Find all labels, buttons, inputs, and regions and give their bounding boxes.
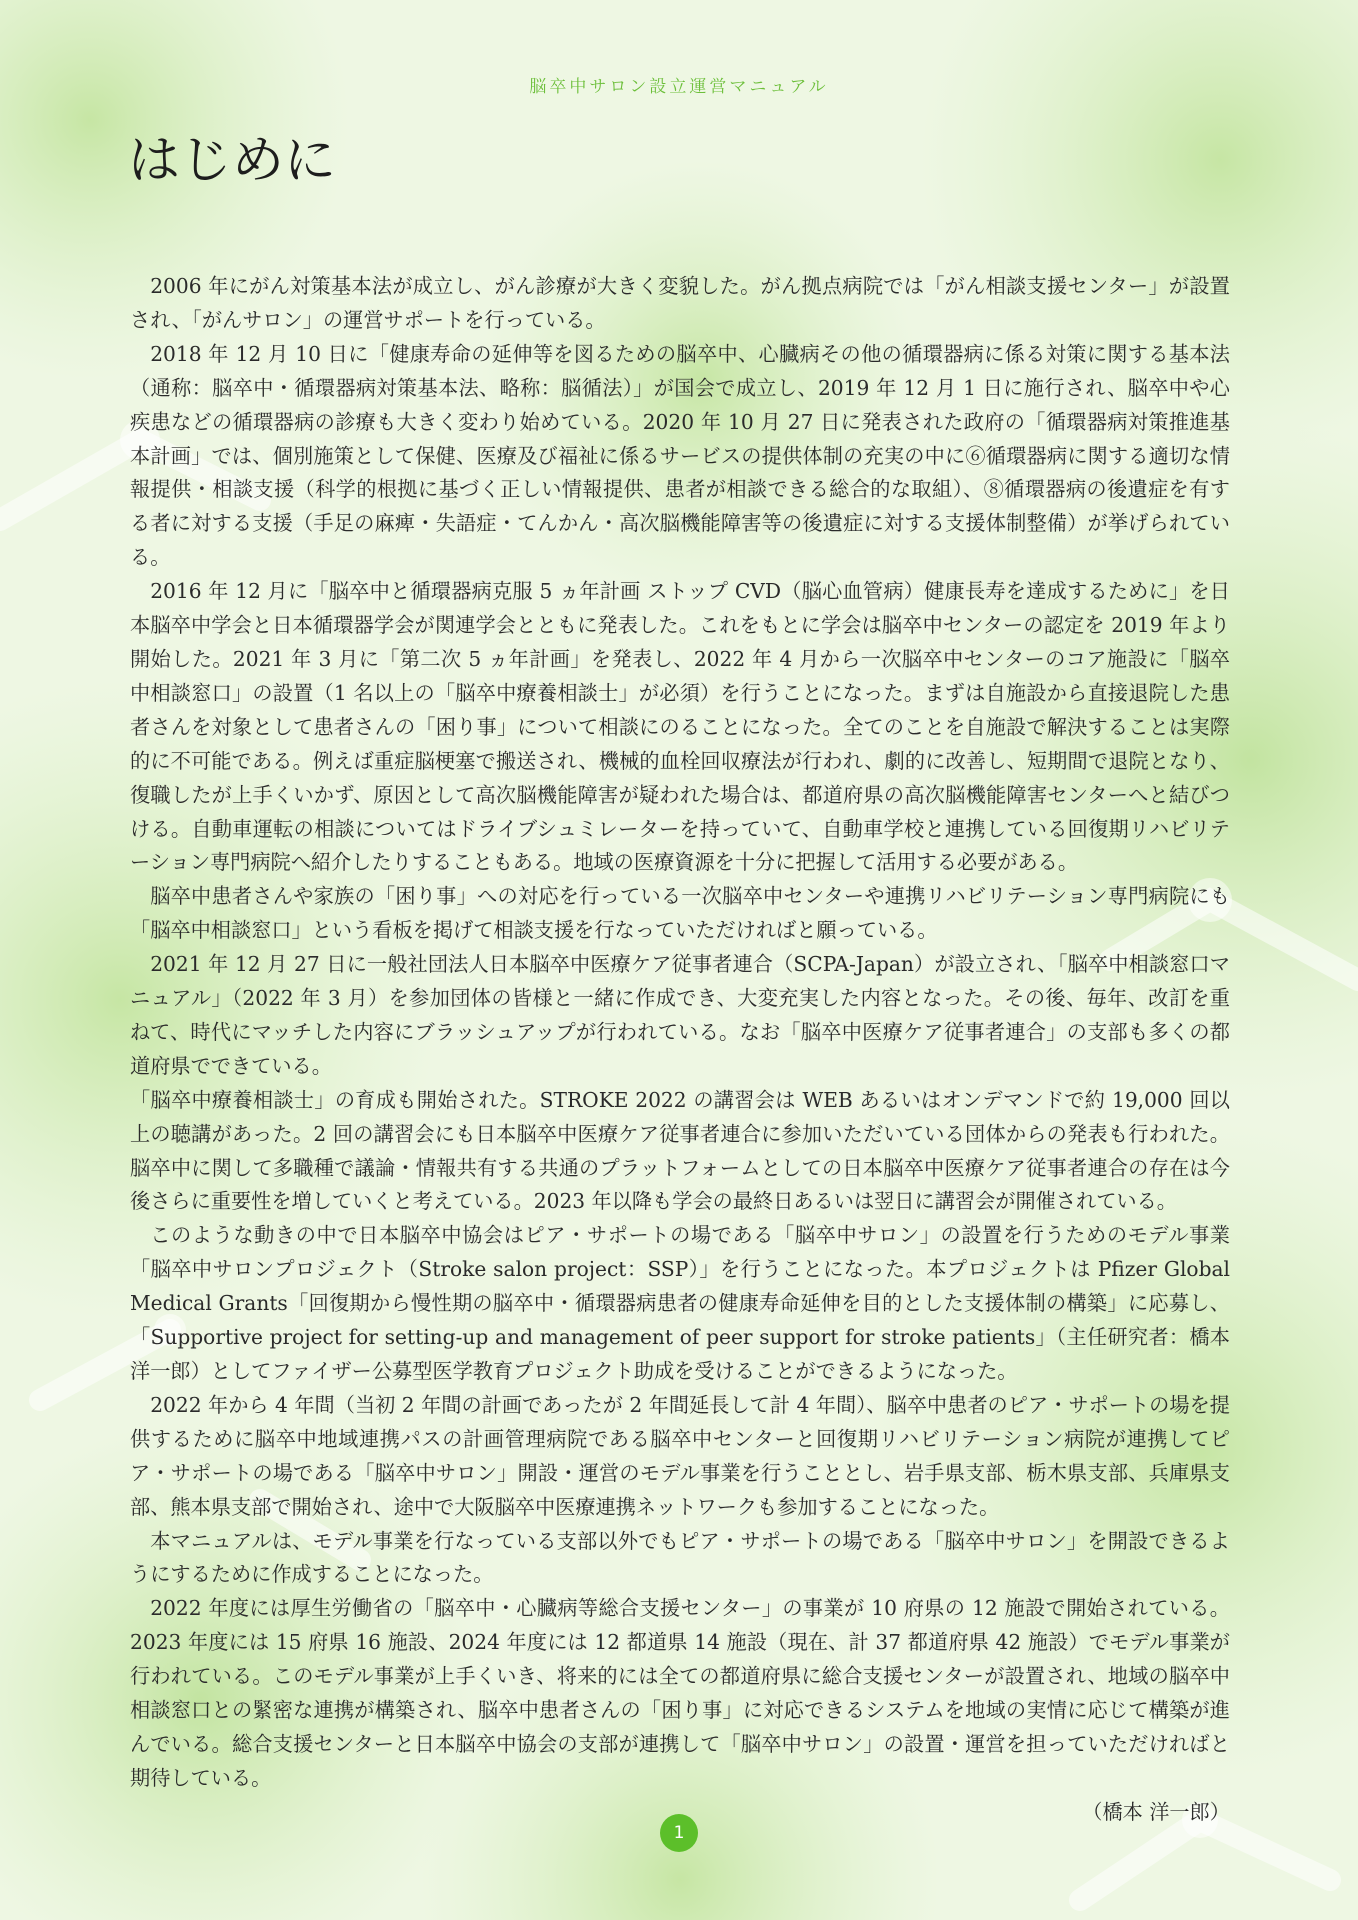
page-number-badge: 1 bbox=[660, 1814, 698, 1852]
paragraph: このような動きの中で日本脳卒中協会はピア・サポートの場である「脳卒中サロン」の設置を行うためのモデル事業「脳卒中サロンプロジェクト（Stroke salon project：SSP）」を行うことになった。本プロジェクトは Pfizer Global Medical Grants「回復期から慢性期の脳卒中・循環器病患者の健康寿命延伸を目的とした支援体制の構築」に応募し、「Supportive project for setting-up and management of peer support for stroke patients」（主任研究者：橋本洋一郎）としてファイザー公募型医学教育プロジェクト助成を受けることができるようになった。 bbox=[130, 1223, 1230, 1383]
paragraph: 「脳卒中療養相談士」の育成も開始された。STROKE 2022 の講習会は WEB あるいはオンデマンドで約 19,000 回以上の聴講があった。2 回の講習会にも日本脳卒中医療ケア従事者連合に参加いただいている団体からの発表も行われた。脳卒中に関して多職種で議論・情報共有する共通のプラットフォームとしての日本脳卒中医療ケア従事者連合の存在は今後さらに重要性を増していくと考えている。2023 年以降も学会の最終日あるいは翌日に講習会が開催されている。 bbox=[130, 1087, 1230, 1214]
page-title: はじめに bbox=[128, 131, 337, 191]
paragraph: 2022 年度には厚生労働省の「脳卒中・心臓病等総合支援センター」の事業が 10 府県の 12 施設で開始されている。2023 年度には 15 府県 16 施設、2024 年度には 12 都道県 14 施設（現在、計 37 都道府県 42 施設）でモデル事業が行われている。このモデル事業が上手くいき、将来的には全ての都道府県に総合支援センターが設置され、地域の脳卒中相談窓口との緊密な連携が構築され、脳卒中患者さんの「困り事」に対応できるシステムを地域の実情に応じて構築が進んでいる。総合支援センターと日本脳卒中協会の支部が連携して「脳卒中サロン」の設置・運営を担っていただければと期待している。 bbox=[130, 1596, 1230, 1790]
paragraph: 2016 年 12 月に「脳卒中と循環器病克服 5 ヵ年計画 ストップ CVD（脳心血管病）健康長寿を達成するために」を日本脳卒中学会と日本循環器学会が関連学会とともに発表した。これをもとに学会は脳卒中センターの認定を 2019 年より開始した。2021 年 3 月に「第二次 5 ヵ年計画」を発表し、2022 年 4 月から一次脳卒中センターのコア施設に「脳卒中相談窓口」の設置（1 名以上の「脳卒中療養相談士」が必須）を行うことになった。まずは自施設から直接退院した患者さんを対象として患者さんの「困り事」について相談にのることになった。全てのことを自施設で解決することは実際的に不可能である。例えば重症脳梗塞で搬送され、機械的血栓回収療法が行われ、劇的に改善し、短期間で退院となり、復職したが上手くいかず、原因として高次脳機能障害が疑われた場合は、都道府県の高次脳機能障害センターへと結びつける。自動車運転の相談についてはドライブシュミレーターを持っていて、自動車学校と連携している回復期リハビリテーション専門病院へ紹介したりすることもある。地域の医療資源を十分に把握して活用する必要がある。 bbox=[130, 579, 1230, 875]
running-header: 脳卒中サロン設立運営マニュアル bbox=[529, 77, 829, 97]
paragraph: 2021 年 12 月 27 日に一般社団法人日本脳卒中医療ケア従事者連合（SCPA-Japan）が設立され、「脳卒中相談窓口マニュアル」（2022 年 3 月）を参加団体の皆様と一緒に作成でき、大変充実した内容となった。その後、毎年、改訂を重ねて、時代にマッチした内容にブラッシュアップが行われている。なお「脳卒中医療ケア従事者連合」の支部も多くの都道府県でできている。 bbox=[130, 952, 1230, 1078]
paragraph: 脳卒中患者さんや家族の「困り事」への対応を行っている一次脳卒中センターや連携リハビリテーション専門病院にも「脳卒中相談窓口」という看板を掲げて相談支援を行なっていただければと願っている。 bbox=[130, 884, 1230, 943]
paragraph: 2018 年 12 月 10 日に「健康寿命の延伸等を図るための脳卒中、心臓病その他の循環器病に係る対策に関する基本法（通称：脳卒中・循環器病対策基本法、略称：脳循法）」が国会で成立し、2019 年 12 月 1 日に施行され、脳卒中や心疾患などの循環器病の診療も大きく変わり始めている。2020 年 10 月 27 日に発表された政府の「循環器病対策推進基本計画」では、個別施策として保健、医療及び福祉に係るサービスの提供体制の充実の中に⑥循環器病に関する適切な情報提供・相談支援（科学的根拠に基づく正しい情報提供、患者が相談できる総合的な取組）、⑧循環器病の後遺症を有する者に対する支援（手足の麻痺・失語症・てんかん・高次脳機能障害等の後遺症に対する支援体制整備）が挙げられている。 bbox=[130, 341, 1230, 570]
paragraph: 本マニュアルは、モデル事業を行なっている支部以外でもピア・サポートの場である「脳卒中サロン」を開設できるようにするために作成することになった。 bbox=[130, 1528, 1230, 1587]
author-signature: （橋本 洋一郎） bbox=[1082, 1799, 1230, 1824]
paragraph: 2006 年にがん対策基本法が成立し、がん診療が大きく変貌した。がん拠点病院では「がん相談支援センター」が設置され、「がんサロン」の運営サポートを行っている。 bbox=[130, 274, 1230, 332]
paragraph: 2022 年から 4 年間（当初 2 年間の計画であったが 2 年間延長して計 4 年間）、脳卒中患者のピア・サポートの場を提供するために脳卒中地域連携パスの計画管理病院である脳卒中センターと回復期リハビリテーション病院が連携してピア・サポートの場である「脳卒中サロン」開設・運営のモデル事業を行うこととし、岩手県支部、栃木県支部、兵庫県支部、熊本県支部で開始され、途中で大阪脳卒中医療連携ネットワークも参加することになった。 bbox=[130, 1392, 1230, 1519]
body-text bbox=[130, 270, 1230, 1830]
